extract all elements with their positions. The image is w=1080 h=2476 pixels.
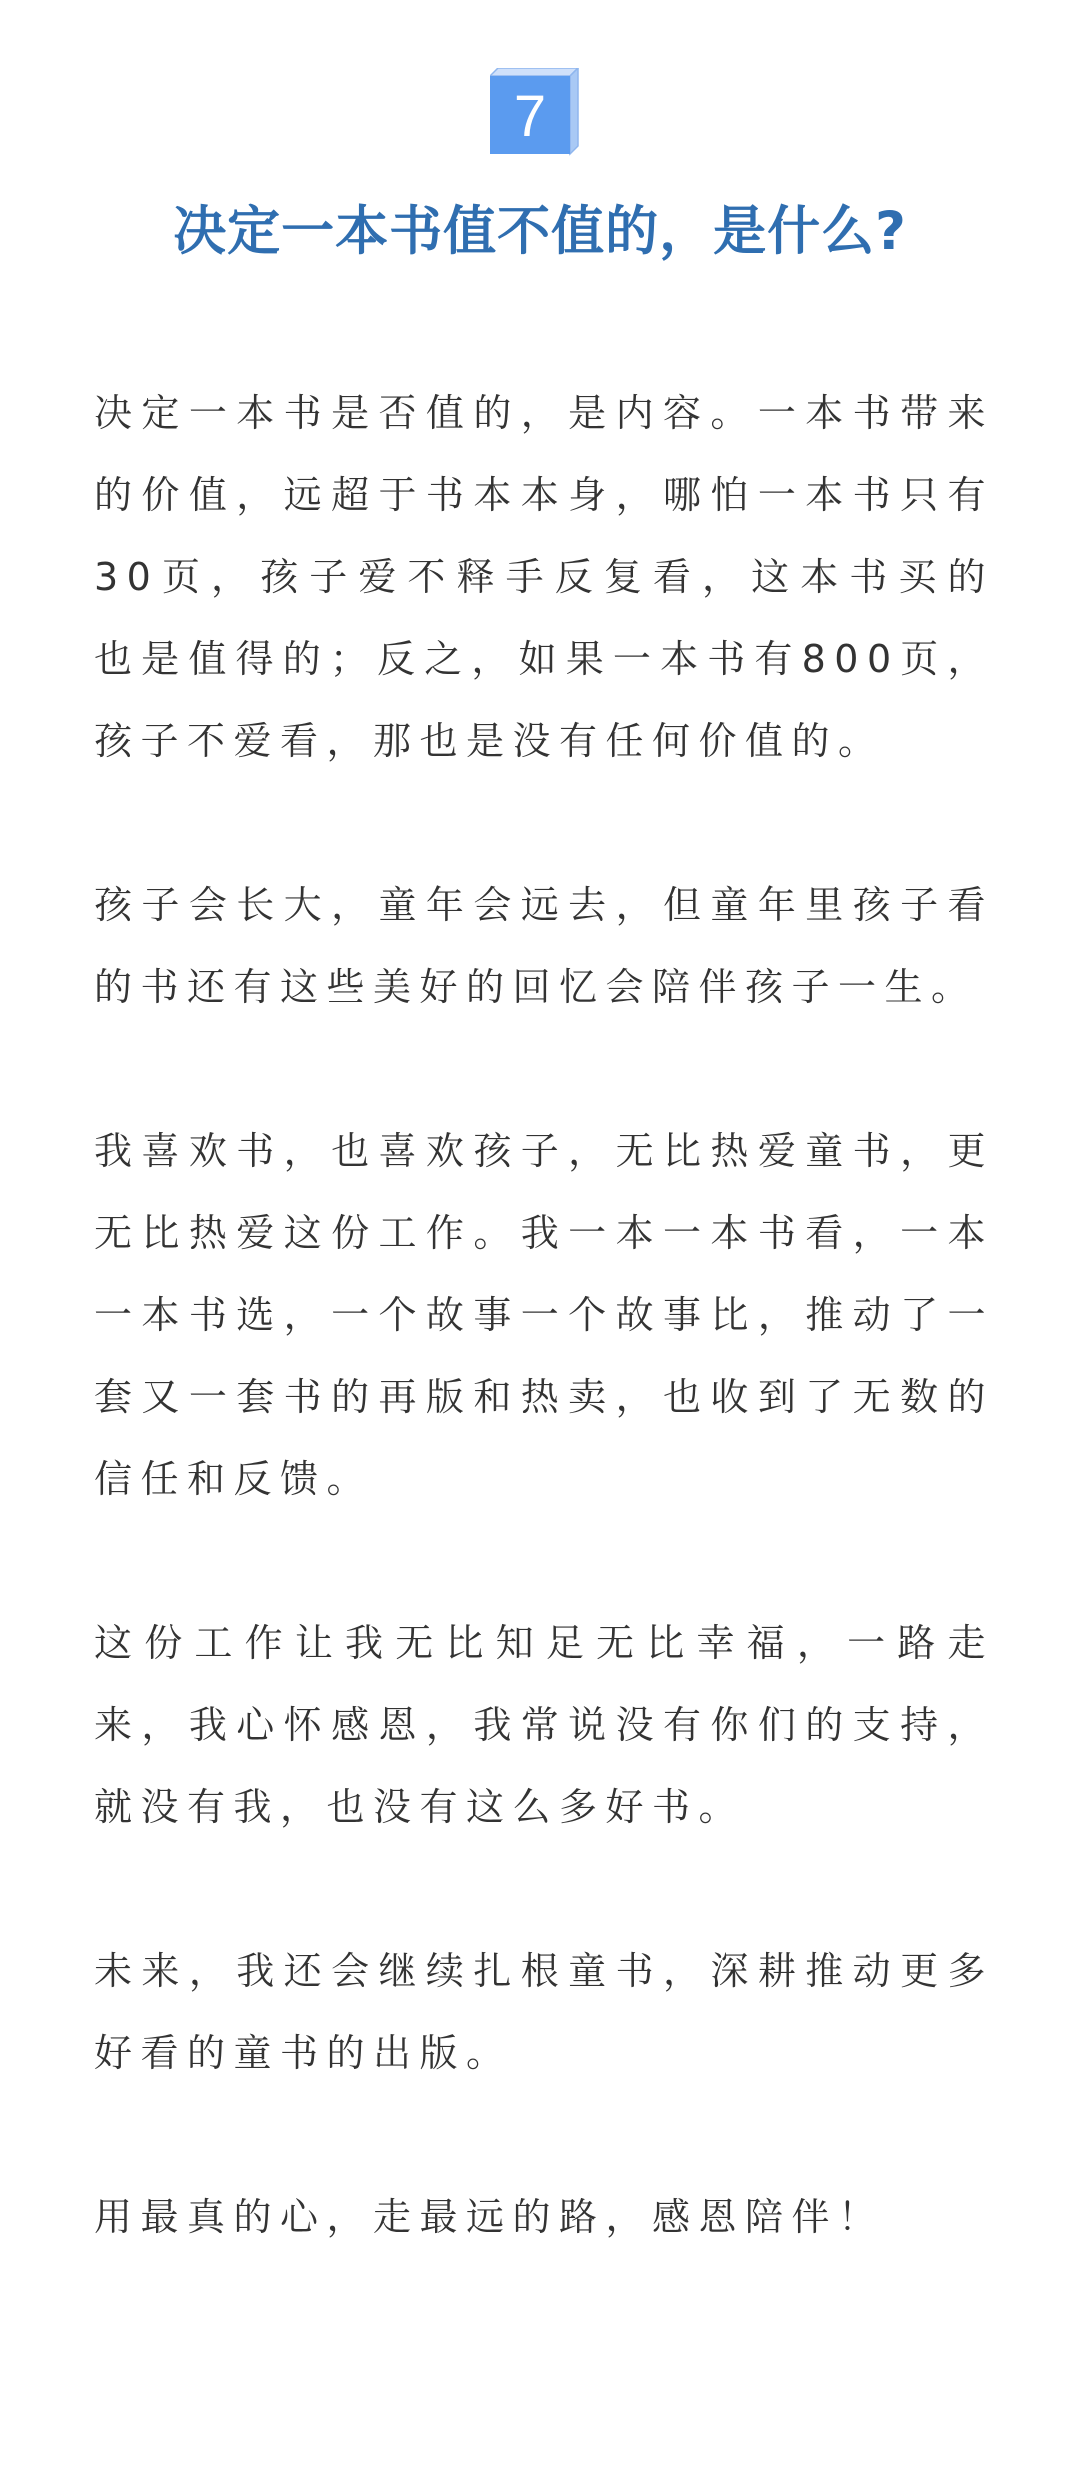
article-body bbox=[94, 372, 994, 2258]
section-title: 决定一本书值不值的，是什么? bbox=[173, 201, 907, 262]
paragraph-4: 这份工作让我无比知足无比幸福，一路走来，我心怀感恩，我常说没有你们的支持，就没有我，也没有这么多好书。 bbox=[94, 1621, 994, 1829]
section-number: 7 bbox=[513, 84, 547, 149]
paragraph-6: 用最真的心，走最远的路，感恩陪伴！ bbox=[94, 2195, 885, 2239]
paragraph-5: 未来，我还会继续扎根童书，深耕推动更多好看的童书的出版。 bbox=[94, 1949, 994, 2075]
section-number-badge bbox=[490, 68, 582, 158]
paragraph-2: 孩子会长大，童年会远去，但童年里孩子看的书还有这些美好的回忆会陪伴孩子一生。 bbox=[94, 883, 994, 1009]
paragraph-3: 我喜欢书，也喜欢孩子，无比热爱童书，更无比热爱这份工作。我一本一本书看，一本一本书选，一个故事一个故事比，推动了一套又一套书的再版和热卖，也收到了无数的信任和反馈。 bbox=[94, 1129, 994, 1501]
paragraph-1: 决定一本书是否值的，是内容。一本书带来的价值，远超于书本本身，哪怕一本书只有30页，孩子爱不释手反复看，这本书买的也是值得的；反之，如果一本书有800页，孩子不爱看，那也是没有任何价值的。 bbox=[94, 391, 994, 763]
